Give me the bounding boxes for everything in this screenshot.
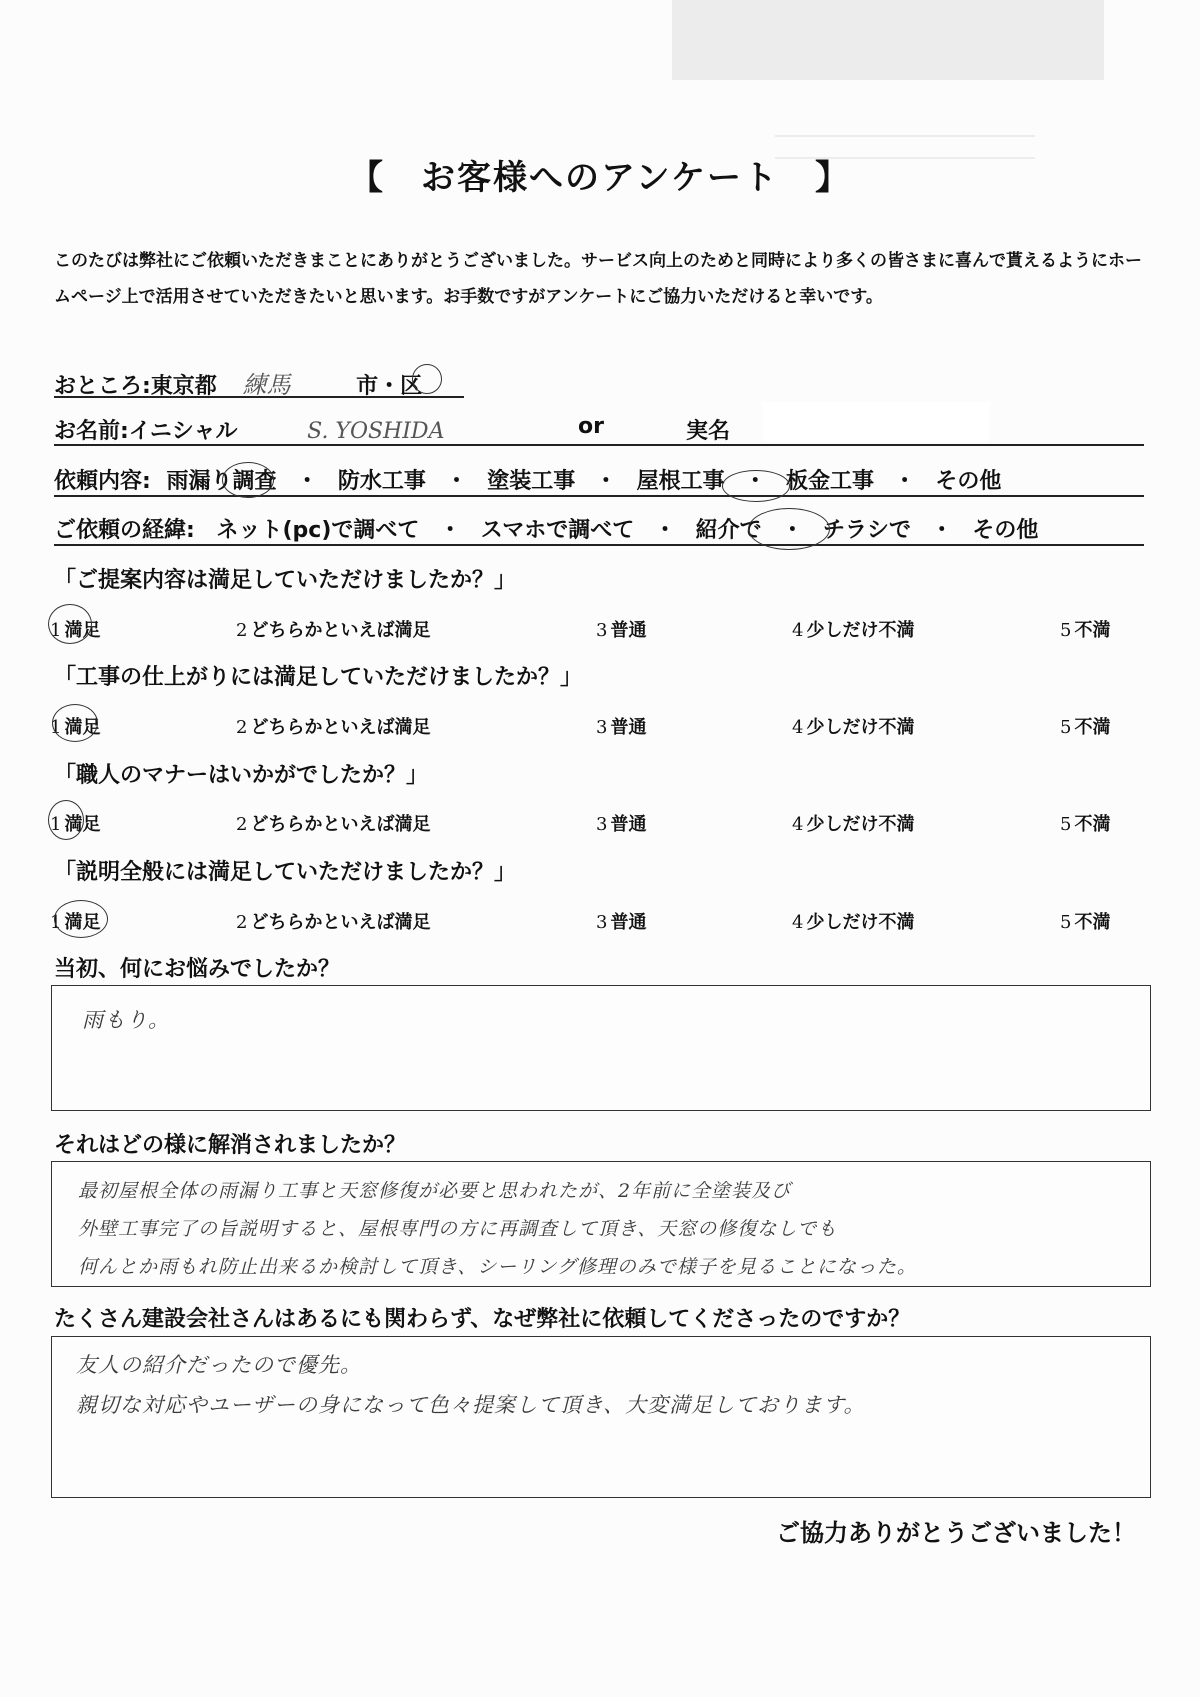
route-option-3: 紹介で	[695, 518, 762, 543]
route-row: ご依頼の経緯: ネット(pc)で調べて ・ スマホで調べて ・ 紹介で ・ チラシで ・ その他	[54, 518, 1039, 543]
q2-selected-circle	[50, 704, 101, 742]
real-name-label: 実名	[686, 419, 731, 444]
address-label: おところ:東京都	[54, 374, 217, 399]
q2-option-5: 5 不満	[1060, 717, 1111, 738]
q4-selected-circle	[54, 900, 108, 938]
question-4: 「説明全般には満足していただけましたか？」	[54, 860, 517, 885]
q3-selected-circle	[48, 800, 84, 840]
route-underline	[54, 544, 1144, 546]
request-circle-1	[222, 462, 274, 498]
name-row	[54, 414, 731, 445]
q2-option-1: 1 満足	[50, 717, 101, 738]
route-option-1: ネット(pc)で調べて	[216, 518, 420, 543]
route-label: ご依頼の経緯:	[54, 518, 195, 543]
request-underline	[54, 495, 1144, 497]
q1-option-2: 2 どちらかといえば満足	[236, 620, 431, 641]
address-suffix: 市・区	[356, 374, 423, 399]
q1-option-3: 3 普通	[596, 620, 647, 641]
q2-option-2: 2 どちらかといえば満足	[236, 717, 431, 738]
ward-circle-mark	[412, 364, 442, 394]
question-2: 「工事の仕上がりには満足していただけましたか？」	[54, 665, 583, 690]
name-or: or	[578, 414, 604, 439]
q4-option-5: 5 不満	[1060, 912, 1111, 933]
q1-option-5: 5 不満	[1060, 620, 1111, 641]
redaction-block-top	[672, 0, 1104, 80]
q2-option-4: 4 少しだけ不満	[792, 717, 915, 738]
question-3: 「職人のマナーはいかがでしたか？」	[54, 763, 429, 788]
route-circle-selected	[748, 508, 830, 550]
request-option-3: 塗装工事	[487, 469, 576, 494]
q4-option-2: 2 どちらかといえば満足	[236, 912, 431, 933]
request-option-2: 防水工事	[337, 469, 426, 494]
redaction-block-name	[762, 402, 990, 442]
request-row: 依頼内容: 雨漏り調査 ・ 防水工事 ・ 塗装工事 ・ 屋根工事 ・ 板金工事 ・ その他	[54, 469, 1002, 494]
reason-answer-line-1: 友人の紹介だったので優先。	[76, 1353, 362, 1377]
address-underline	[54, 396, 464, 398]
survey-title: 【 お客様へのアンケート 】	[349, 158, 851, 198]
q4-option-3: 3 普通	[596, 912, 647, 933]
reason-answer-line-2: 親切な対応やユーザーの身になって色々提案して頂き、大変満足しております。	[76, 1393, 866, 1417]
reason-answer-box	[51, 1336, 1151, 1498]
resolved-answer-line-3: 何んとか雨もれ防止出来るか検討して頂き、シーリング修理のみで様子を見ることになった。	[78, 1256, 917, 1278]
trouble-question: 当初、何にお悩みでしたか？	[54, 957, 341, 982]
resolved-answer-line-1: 最初屋根全体の雨漏り工事と天窓修復が必要と思われたが、2年前に全塗装及び	[78, 1180, 792, 1202]
request-option-6: その他	[935, 469, 1002, 494]
intro-text: このたびは弊社にご依頼いただきまことにありがとうございました。サービス向上のためと同時により多くの皆さまに喜んで貰えるようにホームページ上で活用させていただきたいと思います。お手数ですがアンケートにご協力いただけると幸いです。	[54, 251, 1142, 307]
name-label: お名前:イニシャル	[54, 419, 238, 444]
resolved-answer-line-2: 外壁工事完了の旨説明すると、屋根専門の方に再調査して頂き、天窓の修復なしでも	[78, 1218, 838, 1240]
request-label: 依頼内容:	[54, 469, 151, 494]
route-option-5: その他	[972, 518, 1039, 543]
request-circle-2	[722, 470, 790, 502]
q3-option-4: 4 少しだけ不満	[792, 814, 915, 835]
q1-option-4: 4 少しだけ不満	[792, 620, 915, 641]
trouble-answer: 雨もり。	[82, 1008, 170, 1032]
q3-option-5: 5 不満	[1060, 814, 1111, 835]
thanks-message: ご協力ありがとうございました！	[776, 1519, 1136, 1547]
q4-option-1: 1 満足	[50, 912, 101, 933]
q3-option-2: 2 どちらかといえば満足	[236, 814, 431, 835]
q4-option-4: 4 少しだけ不満	[792, 912, 915, 933]
name-underline	[54, 444, 1144, 446]
q1-option-1: 1 満足	[50, 620, 101, 641]
q3-option-3: 3 普通	[596, 814, 647, 835]
request-option-4: 屋根工事	[636, 469, 725, 494]
request-option-5: 板金工事	[785, 469, 874, 494]
q2-option-3: 3 普通	[596, 717, 647, 738]
trouble-answer-box	[51, 985, 1151, 1111]
q1-selected-circle	[48, 604, 92, 644]
route-option-4: チラシで	[823, 518, 912, 543]
resolved-question: それはどの様に解消されましたか？	[54, 1133, 407, 1158]
route-option-2: スマホで調べて	[480, 518, 635, 543]
request-option-1: 雨漏り調査	[166, 469, 277, 494]
resolved-answer-box	[51, 1161, 1151, 1287]
q3-option-1: 1 満足	[50, 814, 101, 835]
address-row	[54, 365, 422, 400]
reason-question: たくさん建設会社さんはあるにも関わらず、なぜ弊社に依頼してくださったのですか？	[54, 1307, 911, 1332]
name-handwritten: S. YOSHIDA	[307, 419, 445, 444]
question-1: 「ご提案内容は満足していただけましたか？」	[54, 568, 517, 593]
address-handwritten: 練馬	[242, 371, 291, 399]
